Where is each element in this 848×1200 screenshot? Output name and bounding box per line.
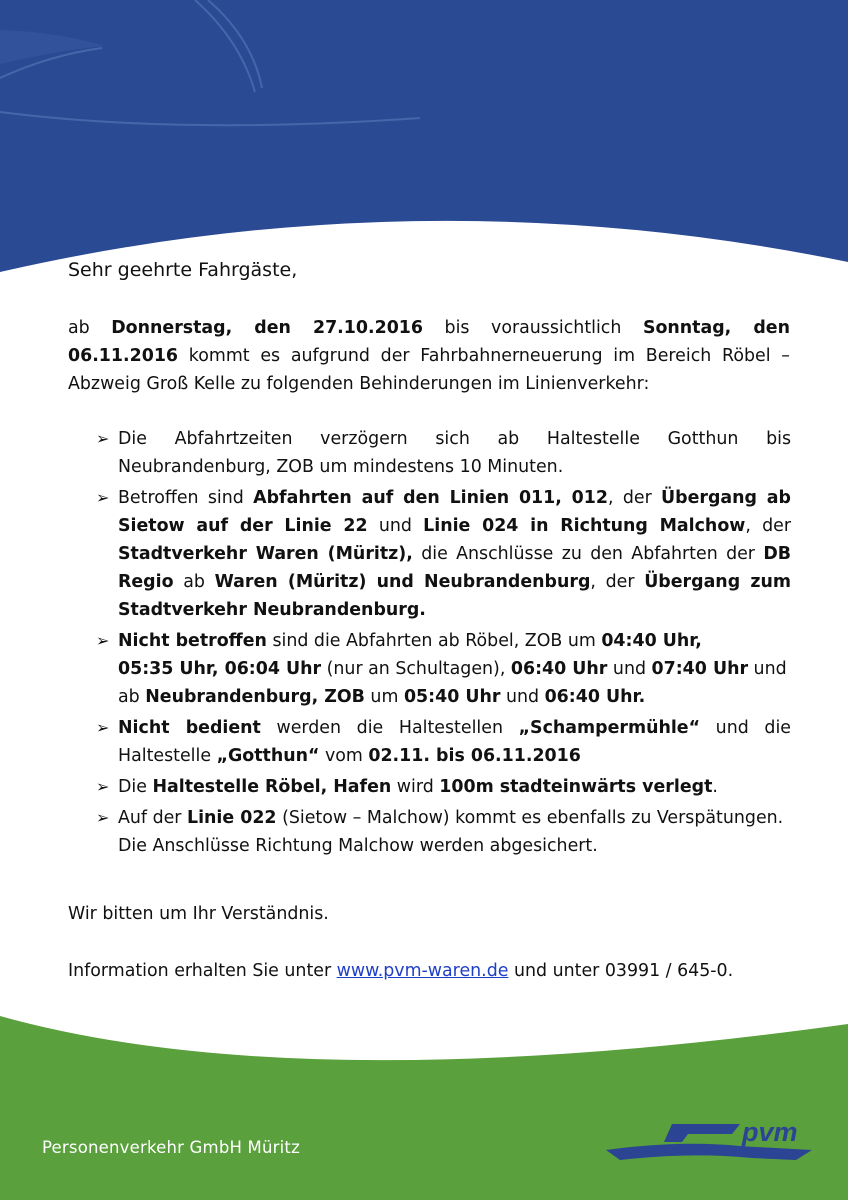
intro-paragraph: ab Donnerstag, den 27.10.2016 bis voraussichtlich Sonntag, den 06.11.2016 kommt es aufgrund der Fahrbahnerneuerung im Bereich Röbel – Abzweig Groß Kelle zu folgenden Behinderungen im Linienverkehr: — [68, 318, 790, 394]
list-item: ➢ Auf der Linie 022 (Sietow – Malchow) kommt es ebenfalls zu Verspätungen. Die Anschlüsse Richtung Malchow werden abgesichert. — [96, 804, 791, 860]
arrow-bullet-icon: ➢ — [96, 718, 110, 737]
list-item: ➢ Die Haltestelle Röbel, Hafen wird 100m stadteinwärts verlegt. — [96, 773, 791, 801]
list-item: ➢ Nicht bedient werden die Haltestellen „Schampermühle“ und die Haltestelle „Gotthun“ vom 02.11. bis 06.11.2016 — [96, 714, 791, 770]
arrow-bullet-icon: ➢ — [96, 488, 110, 507]
arrow-bullet-icon: ➢ — [96, 429, 110, 448]
list-item: ➢ Betroffen sind Abfahrten auf den Linien 011, 012, der Übergang ab Sietow auf der Linie 22 und Linie 024 in Richtung Malchow, der Stadtverkehr Waren (Müritz), die Anschlüsse zu den Abfahrten der DB Regio ab Waren (Müritz) und Neubrandenburg, der Übergang zum Stadtverkehr Neubrandenburg. — [96, 484, 791, 624]
disruption-list — [96, 425, 791, 863]
salutation: Sehr geehrte Fahrgäste, — [68, 259, 298, 281]
list-item: ➢ Nicht betroffen sind die Abfahrten ab Röbel, ZOB um 04:40 Uhr, 05:35 Uhr, 06:04 Uhr (nur an Schultagen), 06:40 Uhr und 07:40 Uhr und ab Neubrandenburg, ZOB um 05:40 Uhr und 06:40 Uhr. — [96, 627, 791, 711]
arrow-bullet-icon: ➢ — [96, 808, 110, 827]
closing-line: Wir bitten um Ihr Verständnis. — [68, 904, 329, 924]
arrow-bullet-icon: ➢ — [96, 631, 110, 650]
list-item: ➢ Die Abfahrtzeiten verzögern sich ab Haltestelle Gotthun bis Neubrandenburg, ZOB um mindestens 10 Minuten. — [96, 425, 791, 481]
info-line: Information erhalten Sie unter www.pvm-waren.de und unter 03991 / 645-0. — [68, 961, 734, 981]
website-link[interactable]: www.pvm-waren.de — [336, 961, 509, 981]
arrow-bullet-icon: ➢ — [96, 777, 110, 796]
pvm-logo-text: pvm — [742, 1117, 798, 1147]
company-name: Personenverkehr GmbH Müritz — [42, 1138, 300, 1157]
